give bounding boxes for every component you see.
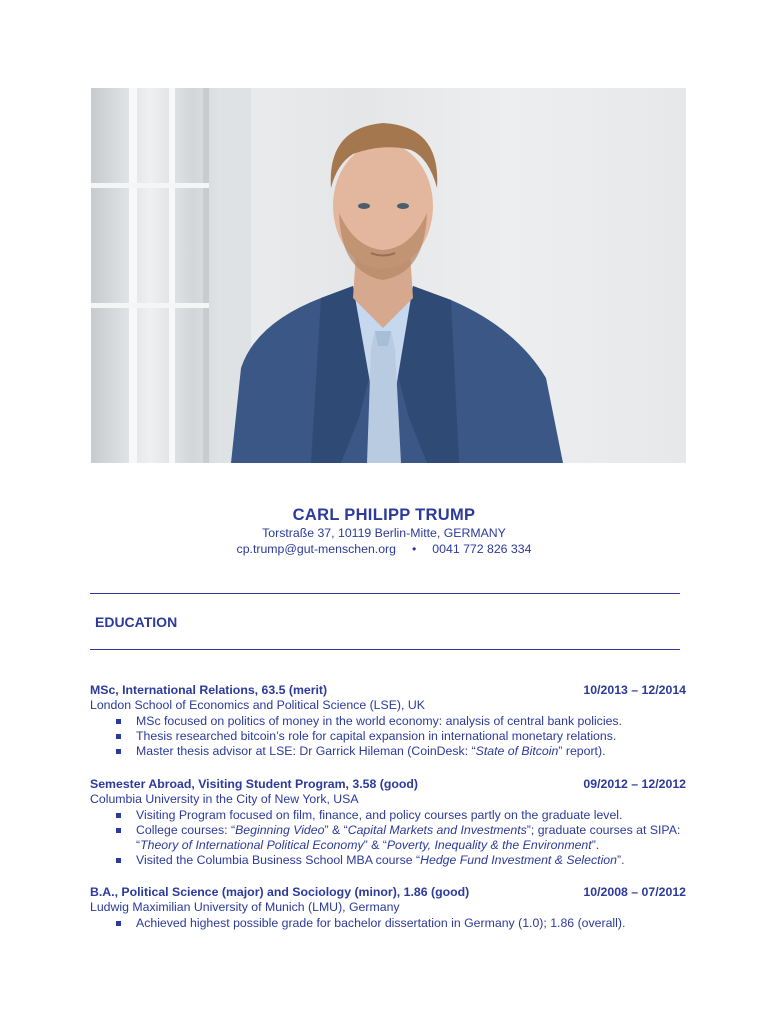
profile-header [0,505,768,557]
italic-title: State of Bitcoin [475,744,559,759]
bullet-text: Achieved highest possible grade for bachelor dissertation in Germany (1.0); 1.86 (overall). [136,915,626,930]
portrait-illustration [91,88,686,463]
bullet-text: ”. [591,838,600,853]
institution-name: Columbia University in the City of New York, USA [90,792,359,807]
bullet-text: ” & “ [363,838,387,853]
degree-title: Semester Abroad, Visiting Student Program, 3.58 (good) [90,777,418,791]
date-range: 10/2008 – 07/2012 [583,885,686,899]
bullet-list [90,714,686,760]
contact-line [0,541,768,557]
bullet-item [90,916,686,931]
bullet-item [90,808,686,823]
institution-name: London School of Economics and Political Science (LSE), UK [90,698,425,713]
bullet-text: Master thesis advisor at LSE: Dr Garrick Hileman (CoinDesk: “ [136,744,476,759]
bullet-item [90,744,686,759]
degree-title: B.A., Political Science (major) and Sociology (minor), 1.86 (good) [90,885,470,899]
entry-heading [90,777,686,792]
bullet-list [90,916,686,931]
degree-title: MSc, International Relations, 63.5 (merit) [90,683,328,697]
bullet-text: MSc focused on politics of money in the world economy: analysis of central bank policies. [136,713,622,728]
italic-title: Theory of International Political Economy [140,838,364,853]
bullet-text: Thesis researched bitcoin’s role for capital expansion in international monetary relations. [136,728,617,743]
bullet-text: Visiting Program focused on film, finance, and policy courses partly on the graduate level. [136,807,623,822]
bullet-item [90,853,686,868]
italic-title: Poverty, Inequality & the Environment [386,838,592,853]
email-link[interactable]: cp.trump@gut-menschen.org [236,542,396,556]
divider-top [90,593,680,594]
bullet-text: College courses: “ [136,822,236,837]
bullet-list [90,808,686,869]
bullet-text: ”. [616,853,625,868]
institution-name: Ludwig Maximilian University of Munich (LMU), Germany [90,900,400,915]
education-entry [90,777,686,869]
entry-heading [90,683,686,698]
divider-bottom [90,649,680,650]
section-title-education: EDUCATION [95,614,178,630]
bullet-text: ”; graduate courses at SIPA: “ [136,822,681,853]
phone-number: 0041 772 826 334 [432,542,532,556]
person-name: CARL PHILIPP TRUMP [292,506,476,524]
bullet-text: Visited the Columbia Business School MBA course “ [136,853,421,868]
italic-title: Hedge Fund Investment & Selection [420,853,617,868]
bullet-text: ” & “ [324,822,348,837]
bullet-item [90,823,686,854]
date-range: 10/2013 – 12/2014 [583,683,686,697]
italic-title: Capital Markets and Investments [347,822,527,837]
profile-photo [91,88,686,463]
entry-heading [90,885,686,900]
education-entry [90,683,686,759]
separator-dot: • [411,542,417,556]
bullet-text: ” report). [558,744,606,759]
date-range: 09/2012 – 12/2012 [583,777,686,791]
address: Torstraße 37, 10119 Berlin-Mitte, GERMANY [262,526,506,540]
education-entry [90,885,686,931]
bullet-item [90,714,686,729]
italic-title: Beginning Video [235,822,325,837]
bullet-item [90,729,686,744]
